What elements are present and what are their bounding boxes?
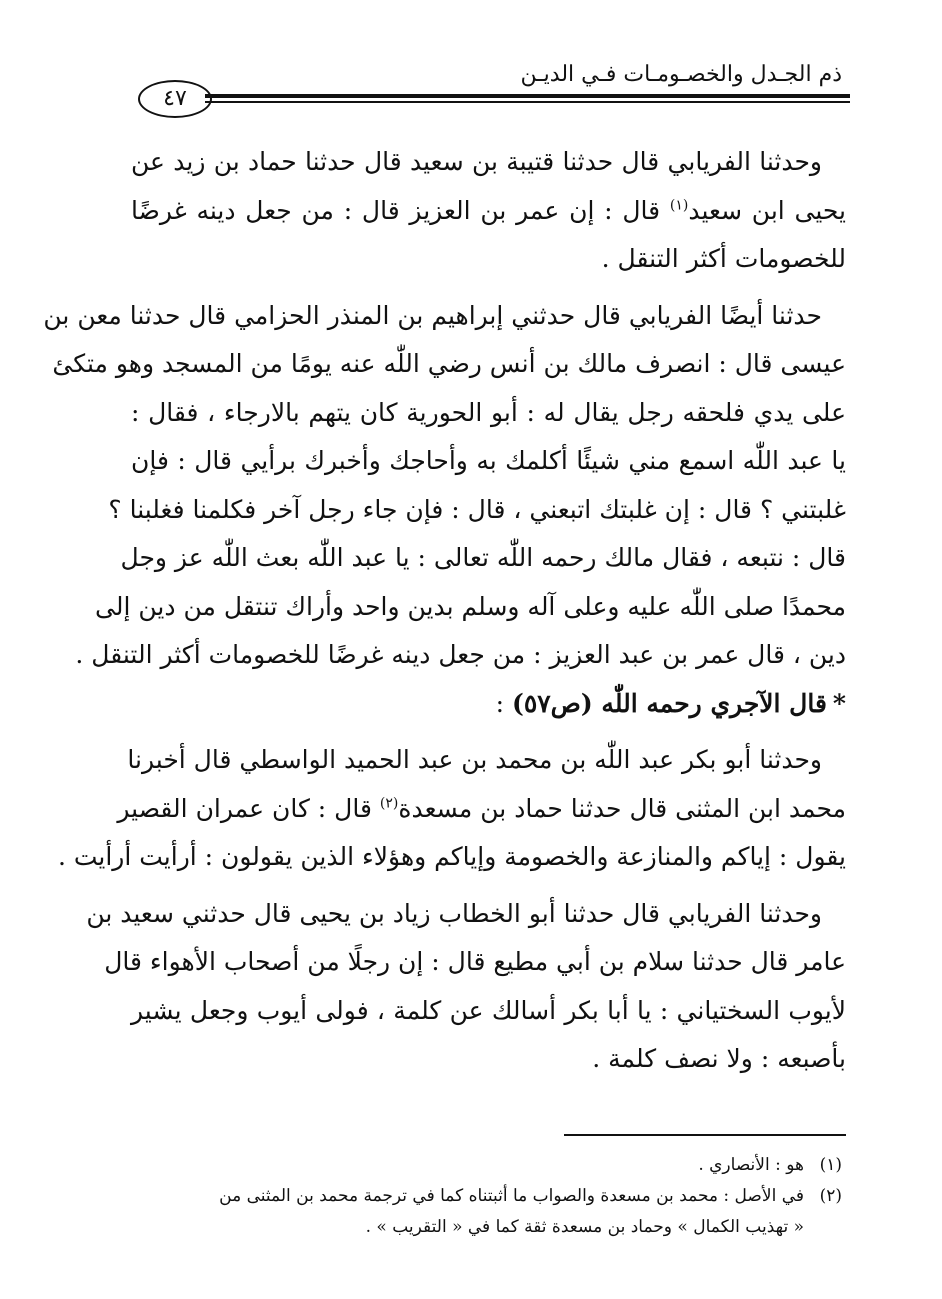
footnote-text: هو : الأنصاري . <box>698 1155 804 1175</box>
paragraph <box>86 890 846 1084</box>
text-line: وحدثنا الفريابي قال حدثنا أبو الخطاب زياد بن يحيى قال حدثني سعيد بن <box>86 898 822 928</box>
header-rule <box>205 94 850 98</box>
text-line: محمدًا صلى اللّٰه عليه وعلى آله وسلم بدين واحد وأراك تنتقل من دين إلى <box>95 591 846 621</box>
text-line: وحدثنا أبو بكر عبد اللّٰه بن محمد بن عبد الحميد الواسطي قال أخبرنا <box>127 745 822 774</box>
text-line: قال : نتبعه ، فقال مالك رحمه اللّٰه تعالى : يا عبد اللّٰه بعث اللّٰه عز وجل <box>120 543 846 572</box>
heading-star: * <box>832 688 846 718</box>
text-line: لأيوب السختياني : يا أبا بكر أسالك عن كلمة ، فولى أيوب وجعل يشير <box>131 995 846 1025</box>
text-line: وحدثنا الفريابي قال حدثنا قتيبة بن سعيد قال حدثنا حماد بن زيد عن <box>131 147 822 176</box>
text-line: على يدي فلحقه رجل يقال له : أبو الحورية كان يتهم بالارجاء ، فقال : <box>131 397 846 427</box>
text-line: يقول : إياكم والمنازعة والخصومة وإياكم وهؤلاء الذين يقولون : أرأيت أرأيت . <box>57 842 846 871</box>
footnote-separator <box>564 1134 846 1136</box>
page-body <box>43 138 846 1084</box>
heading-text: قال الآجري رحمه اللّٰه (ص٥٧) <box>511 688 827 718</box>
page-number: ٤٧ <box>138 80 212 118</box>
footnote-ref: (١) <box>669 197 689 214</box>
text-line: حدثنا أيضًا الفريابي قال حدثني إبراهيم بن المنذر الحزامي قال حدثنا معن بن <box>43 300 822 330</box>
footnote-item <box>127 1150 842 1181</box>
text-line: بأصبعه : ولا نصف كلمة . <box>592 1044 846 1073</box>
footnotes <box>127 1150 842 1243</box>
footnote-text: في الأصل : محمد بن مسعدة والصواب ما أثبتناه كما في ترجمة محمد بن المثنى من <box>219 1186 804 1206</box>
footnote-continuation: « تهذيب الكمال » وحماد بن مسعدة ثقة كما في « التقريب » . <box>365 1217 804 1237</box>
paragraph <box>57 736 846 882</box>
heading-tail: : <box>495 688 512 718</box>
paragraph <box>131 138 846 284</box>
text-line: عامر قال حدثنا سلام بن أبي مطيع قال : إن رجلًا من أصحاب الأهواء قال <box>104 947 846 976</box>
footnote-number: (٢) <box>819 1186 842 1206</box>
footnote-number: (١) <box>819 1155 842 1175</box>
section-heading <box>131 680 846 729</box>
text-line: دين ، قال عمر بن عبد العزيز : من جعل دينه غرضًا للخصومات أكثر التنقل . <box>75 640 846 669</box>
text-line: للخصومات أكثر التنقل . <box>601 244 846 273</box>
text-line: عيسى قال : انصرف مالك بن أنس رضي اللّٰه عنه يومًا من المسجد وهو متكئ <box>52 349 846 378</box>
text-line: يحيى ابن سعيد$^{(١)}$ قال : إن عمر بن العزيز قال : من جعل دينه غرضًا <box>131 195 846 225</box>
footnote-item <box>127 1181 842 1212</box>
text-line: غلبتني ؟ قال : إن غلبتك اتبعني ، قال : فإن جاء رجل آخر فكلمنا فغلبنا ؟ <box>108 494 846 524</box>
text-line: محمد ابن المثنى قال حدثنا حماد بن مسعدة$^{(٢)}$ قال : كان عمران القصير <box>117 793 846 823</box>
text-line: يا عبد اللّٰه اسمع مني شيئًا أكلمك به وأحاجك وأخبرك برأيي قال : فإن <box>131 446 846 475</box>
paragraph <box>43 292 846 680</box>
running-header-title: ذم الجـدل والخصـومـات فـي الديـن <box>520 62 842 87</box>
footnote-ref: (٢) <box>379 795 399 812</box>
header-rule-thin <box>205 101 850 103</box>
